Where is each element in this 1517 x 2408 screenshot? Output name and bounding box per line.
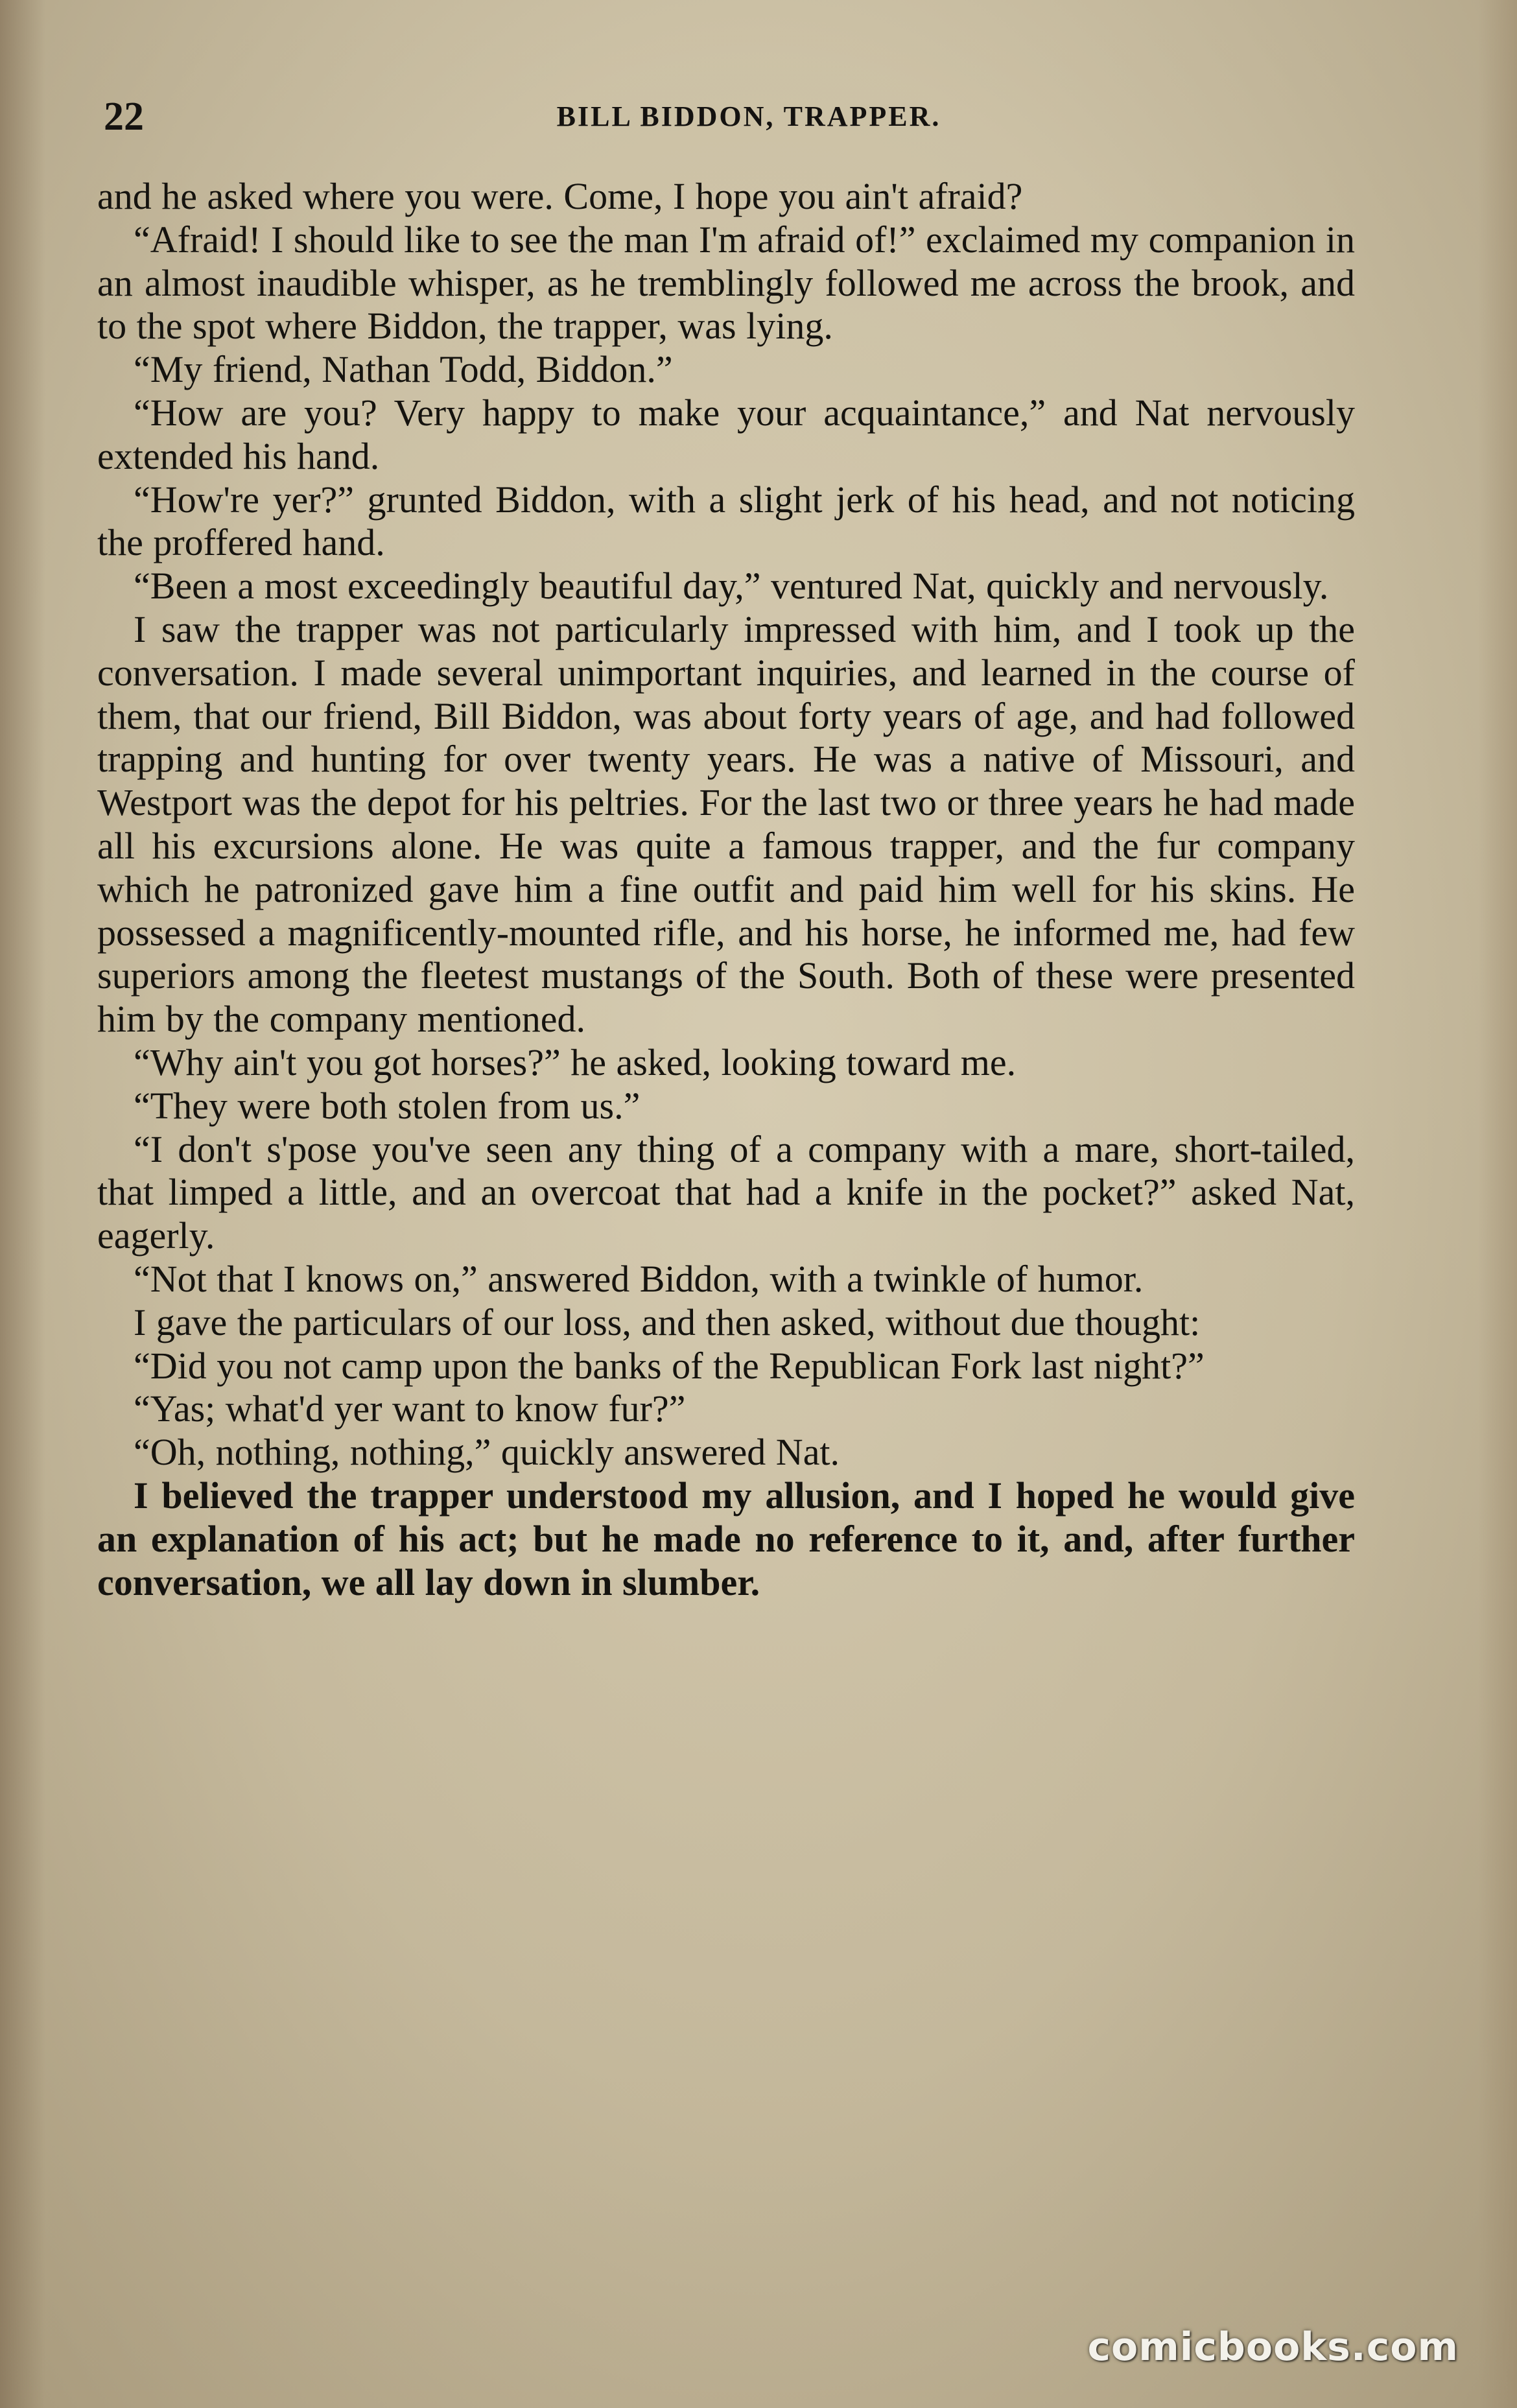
paragraph: “My friend, Nathan Todd, Biddon.” [134, 348, 673, 391]
page-shadow-right [1478, 0, 1517, 2408]
paragraph: and he asked where you were. Come, I hope you ain't afraid? [97, 175, 1023, 217]
paragraph: I believed the trapper understood my allusion, and I hoped he would give an explanation of his act; but he made no reference to it, and, after further conversation, we all lay down in slumber. [97, 1474, 1355, 1603]
paragraph: “They were both stolen from us.” [134, 1084, 641, 1127]
paragraph: “Afraid! I should like to see the man I'm afraid of!” exclaimed my companion in an almost inaudible whisper, as he tremblingly followed me across the brook, and to the spot where Biddon, the trapper, was lying. [97, 218, 1355, 348]
paragraph: I gave the particulars of our loss, and then asked, without due thought: [134, 1301, 1201, 1343]
paragraph: “How are you? Very happy to make your acquaintance,” and Nat nervously extended his hand. [97, 391, 1355, 477]
paragraph: “How're yer?” grunted Biddon, with a slight jerk of his head, and not noticing the proffered hand. [97, 478, 1355, 564]
page-number: 22 [104, 95, 144, 139]
watermark-logo: comicbooks.com [1087, 2324, 1459, 2370]
page-shadow-left [0, 0, 45, 2408]
paragraph: “Yas; what'd yer want to know fur?” [134, 1387, 686, 1430]
paragraph: “Did you not camp upon the banks of the Republican Fork last night?” [134, 1344, 1205, 1387]
paragraph: “I don't s'pose you've seen any thing of a company with a mare, short-tailed, that limped a little, and an overcoat that had a knife in the pocket?” asked Nat, eagerly. [97, 1127, 1355, 1257]
page-header [104, 91, 1355, 143]
paragraph: “Oh, nothing, nothing,” quickly answered Nat. [134, 1431, 840, 1474]
paragraph: “Why ain't you got horses?” he asked, looking toward me. [134, 1041, 1017, 1083]
running-title: BILL BIDDON, TRAPPER. [556, 100, 941, 132]
paragraph: I saw the trapper was not particularly impressed with him, and I took up the conversation. I made several unimportant inquiries, and learned in the course of them, that our friend, Bill Biddon, was about forty years of age, and had followed trapping and hunting for over twenty years. He was a native of Missouri, and Westport was the depot for his peltries. For the last two or three years he had made all his excursions alone. He was quite a famous trapper, and the fur company which he patronized gave him a fine outfit and paid him well for his skins. He possessed a magnificently-mounted rifle, and his horse, he informed me, had few superiors among the fleetest mustangs of the South. Both of these were presented him by the company mentioned. [97, 608, 1355, 1041]
paragraph: “Been a most exceedingly beautiful day,” ventured Nat, quickly and nervously. [134, 565, 1329, 608]
paragraph: “Not that I knows on,” answered Biddon, with a twinkle of humor. [134, 1257, 1144, 1300]
body-text [97, 175, 1355, 1604]
